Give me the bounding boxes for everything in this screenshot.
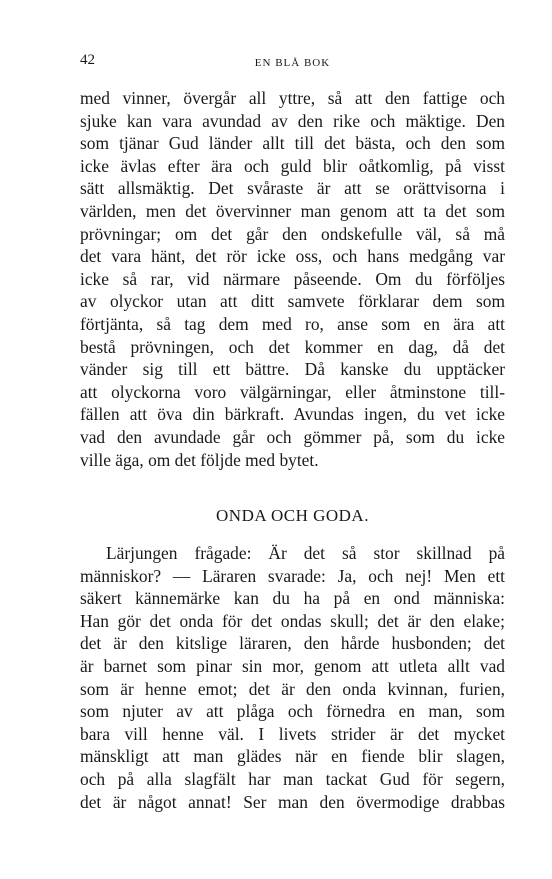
text-line: säkert kännemärke kan du ha på en ond människa:	[80, 588, 505, 609]
text-line: med vinner, övergår all yttre, så att den fattige och	[80, 88, 505, 108]
text-line: förtjänta, så tag dem med ro, anse som en ära att	[80, 313, 505, 334]
text-line: vad den avundade går och gömmer på, som du icke	[80, 426, 505, 447]
text-line: av olyckor utan att ditt samvete förklarar dem som	[80, 291, 505, 312]
text-line: att olyckorna voro välgärningar, eller åtminstone till-	[80, 381, 505, 402]
text-line: prövningar; om det går den ondskefulle väl, så må	[80, 223, 505, 244]
text-line: världen, men det övervinner man genom att ta det som	[80, 200, 505, 221]
text-line: det är den kitslige läraren, den hårde husbonden; det	[80, 633, 505, 654]
text-line: det vara hänt, det rör icke oss, och hans medgång var	[80, 246, 505, 267]
text-line: människor? — Läraren svarade: Ja, och nej! Men ett	[80, 565, 505, 586]
text-line: Han gör det onda för det ondas skull; det är den elake;	[80, 610, 505, 631]
text-line: icke så rar, vid närmare påseende. Om du förföljes	[80, 268, 505, 289]
text-line: vänder sig till ett bättre. Då kanske du upptäcker	[80, 359, 505, 380]
text-line: sjuke kan vara avundad av den rike och mäktige. Den	[80, 110, 505, 131]
text-line: det är något annat! Ser man den övermodige drabbas	[80, 791, 505, 812]
text-line: bara vill henne väl. I livets strider är det mycket	[80, 723, 505, 744]
text-line: som njuter av att plåga och förnedra en man, som	[80, 701, 505, 722]
text-line: icke ävlas efter ära och guld blir oåtkomlig, på visst	[80, 155, 505, 176]
text-line: och på alla slagfält har man tackat Gud för segern,	[80, 768, 505, 789]
text-line: Lärjungen frågade: Är det så stor skillnad på	[106, 543, 505, 563]
text-line: bestå prövningen, och det kommer en dag, då det	[80, 336, 505, 357]
paragraph-section-start	[80, 542, 505, 813]
text-line: som tjänar Gud länder allt till det bästa, och den som	[80, 133, 505, 154]
text-line: ville äga, om det följde med bytet.	[80, 449, 319, 470]
running-title: EN BLÅ BOK	[254, 57, 331, 69]
text-line: fällen att öva din bärkraft. Avundas ingen, du vet icke	[80, 404, 505, 425]
text-line: sätt allsmäktig. Det svåraste är att se orättvisorna i	[80, 178, 505, 199]
paragraph-continued	[80, 87, 505, 471]
text-line: som är henne emot; det är den onda kvinnan, furien,	[80, 678, 505, 699]
text-line: mänskligt att man glädes när en fiende blir slagen,	[80, 746, 505, 767]
page-header	[80, 50, 505, 70]
section-heading: ONDA OCH GODA.	[216, 506, 369, 525]
page-number: 42	[80, 52, 95, 68]
text-line: är barnet som pinar sin mor, genom att utleta allt vad	[80, 655, 505, 676]
